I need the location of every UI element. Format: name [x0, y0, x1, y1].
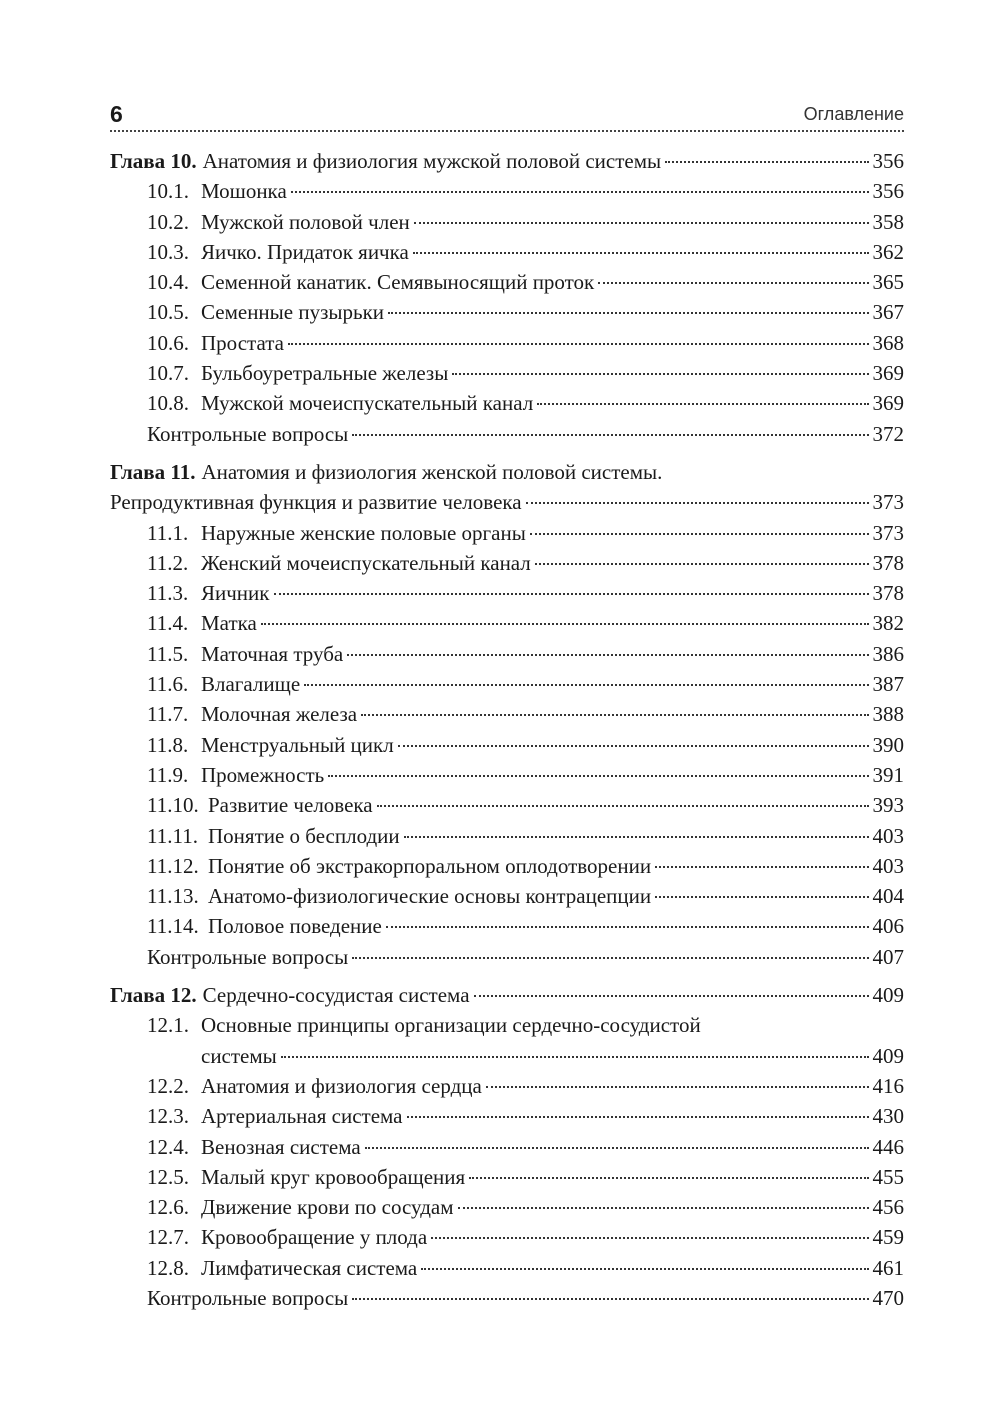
toc-chapter-10[interactable] [110, 146, 904, 176]
page-ref: 387 [872, 672, 904, 697]
page-ref: 461 [872, 1255, 904, 1280]
section-number: 12.7. [147, 1225, 189, 1250]
page-ref: 416 [872, 1073, 904, 1098]
section-title: Основные принципы организации сердечно-сосудистой [201, 1013, 701, 1038]
section-title-continued: системы [201, 1043, 277, 1068]
section-title: Мошонка [201, 179, 287, 204]
toc-item[interactable] [110, 237, 904, 267]
dot-leader [431, 1237, 868, 1239]
dot-leader [386, 926, 869, 928]
chapter-label: Глава 10. [110, 149, 197, 173]
dot-leader [365, 1147, 869, 1149]
dot-leader [526, 502, 869, 504]
page-ref: 378 [872, 581, 904, 606]
chapter-title-line1 [110, 457, 904, 487]
section-number: 12.3. [147, 1104, 189, 1129]
section-number: 12.1. [147, 1013, 189, 1038]
chapter-title: Анатомия и физиология мужской половой системы [202, 149, 662, 173]
section-title: Анатомия и физиология сердца [201, 1073, 482, 1098]
page-ref: 369 [872, 361, 904, 386]
dot-leader [413, 252, 869, 254]
toc-item[interactable] [110, 297, 904, 327]
section-number: 11.3. [147, 581, 189, 606]
table-of-contents [110, 146, 904, 1313]
toc-item[interactable] [110, 851, 904, 881]
page-ref: 388 [872, 702, 904, 727]
page-ref: 430 [872, 1104, 904, 1129]
section-title: Семенные пузырьки [201, 300, 385, 325]
section-title: Матка [201, 611, 257, 636]
dot-leader [398, 745, 869, 747]
section-title-line1 [110, 1010, 904, 1040]
section-number: 11.11. [147, 823, 198, 848]
section-title: Наружные женские половые органы [201, 520, 526, 545]
section-number: 12.5. [147, 1164, 189, 1189]
toc-item[interactable] [110, 790, 904, 820]
page-ref: 409 [872, 983, 904, 1008]
toc-item[interactable] [110, 328, 904, 358]
section-title: Артериальная система [201, 1104, 403, 1129]
toc-item[interactable] [110, 176, 904, 206]
section-number: 12.4. [147, 1134, 189, 1159]
dot-leader [665, 161, 868, 163]
toc-item[interactable] [110, 548, 904, 578]
section-title: Женский мочеиспускательный канал [201, 550, 531, 575]
section-number: 10.1. [147, 179, 189, 204]
section-title: Понятие о бесплодии [208, 823, 400, 848]
page-ref: 456 [872, 1195, 904, 1220]
page-ref: 393 [872, 793, 904, 818]
section-number: 11.5. [147, 641, 189, 666]
chapter-title: Сердечно-сосудистая система [202, 983, 470, 1008]
section-number: 11.10. [147, 793, 199, 818]
dot-leader [404, 836, 869, 838]
dot-leader [655, 866, 868, 868]
toc-item[interactable] [110, 578, 904, 608]
toc-item[interactable] [110, 388, 904, 418]
dot-leader [458, 1207, 869, 1209]
section-title: Семенной канатик. Семявыносящий проток [201, 270, 595, 295]
section-title: Половое поведение [208, 914, 382, 939]
section-number: 11.4. [147, 611, 189, 636]
section-title: Венозная система [201, 1134, 361, 1159]
section-title: Малый круг кровообращения [201, 1164, 466, 1189]
page-ref: 356 [872, 149, 904, 173]
dot-leader [304, 684, 868, 686]
chapter-title-line2 [110, 487, 904, 517]
page-ref: 459 [872, 1225, 904, 1250]
dot-leader [537, 403, 868, 405]
section-number: 11.1. [147, 520, 189, 545]
section-title: Развитие человека [208, 793, 373, 818]
section-number: 10.7. [147, 361, 189, 386]
toc-item[interactable] [110, 1132, 904, 1162]
dot-leader [361, 714, 868, 716]
dot-leader [347, 654, 868, 656]
page-ref: 446 [872, 1134, 904, 1159]
dot-leader [261, 623, 869, 625]
toc-item[interactable] [110, 911, 904, 941]
toc-item[interactable] [110, 1222, 904, 1252]
toc-item[interactable] [110, 881, 904, 911]
toc-item[interactable] [110, 267, 904, 297]
toc-item-review-questions[interactable] [110, 419, 904, 449]
section-title: Лимфатическая система [201, 1255, 418, 1280]
dot-leader [328, 775, 868, 777]
dot-leader [452, 373, 868, 375]
page-ref: 407 [872, 944, 904, 969]
section-title: Кровообращение у плода [201, 1225, 428, 1250]
toc-item[interactable] [110, 1101, 904, 1131]
dot-leader [598, 282, 868, 284]
dot-leader [281, 1056, 869, 1058]
page-number: 6 [110, 101, 123, 127]
chapter-title-continued: Репродуктивная функция и развитие человека [110, 490, 522, 515]
toc-chapter-12[interactable] [110, 980, 904, 1010]
page-ref: 382 [872, 611, 904, 636]
section-number: 10.2. [147, 209, 189, 234]
page-ref: 455 [872, 1164, 904, 1189]
dot-leader [655, 896, 868, 898]
dot-leader [407, 1116, 869, 1118]
page-ref: 368 [872, 330, 904, 355]
page-ref: 386 [872, 641, 904, 666]
dot-leader [274, 593, 869, 595]
section-number: 11.7. [147, 702, 189, 727]
toc-item[interactable] [110, 518, 904, 548]
toc-item-review-questions[interactable] [110, 942, 904, 972]
section-number: 11.2. [147, 550, 189, 575]
section-number: 12.8. [147, 1255, 189, 1280]
section-title: Бульбоуретральные железы [201, 361, 449, 386]
chapter-label: Глава 11. [110, 459, 196, 484]
section-title: Мужской мочеиспускательный канал [201, 391, 534, 416]
dot-leader [421, 1268, 868, 1270]
toc-item[interactable] [110, 760, 904, 790]
section-title: Контрольные вопросы [147, 1285, 349, 1310]
toc-item[interactable] [110, 608, 904, 638]
page-ref: 470 [872, 1285, 904, 1310]
page-ref: 372 [872, 421, 904, 446]
page-ref: 403 [872, 853, 904, 878]
page-ref: 378 [872, 550, 904, 575]
page-ref: 391 [872, 762, 904, 787]
section-title: Анатомо-физиологические основы контрацепции [208, 884, 652, 909]
toc-item[interactable] [110, 1010, 904, 1071]
dot-leader [288, 343, 869, 345]
toc-item[interactable] [110, 1071, 904, 1101]
section-title: Простата [201, 330, 284, 355]
section-number: 11.9. [147, 762, 189, 787]
page-ref: 406 [872, 914, 904, 939]
section-number: 11.13. [147, 884, 199, 909]
section-title: Мужской половой член [201, 209, 410, 234]
section-title: Контрольные вопросы [147, 944, 349, 969]
dot-leader [291, 191, 869, 193]
toc-chapter-11[interactable] [110, 457, 904, 518]
section-title: Влагалище [201, 672, 301, 697]
section-title: Маточная труба [201, 641, 344, 666]
toc-item[interactable] [110, 639, 904, 669]
page-ref: 369 [872, 391, 904, 416]
page-ref: 362 [872, 239, 904, 264]
page-ref: 367 [872, 300, 904, 325]
section-number: 11.8. [147, 732, 189, 757]
dot-leader [469, 1177, 868, 1179]
dot-leader [474, 995, 869, 997]
toc-item-review-questions[interactable] [110, 1283, 904, 1313]
section-number: 11.6. [147, 672, 189, 697]
section-number: 11.12. [147, 853, 199, 878]
header-divider [110, 130, 904, 132]
chapter-title: Анатомия и физиология женской половой системы. [201, 459, 663, 484]
dot-leader [377, 805, 869, 807]
dot-leader [352, 1298, 868, 1300]
page-ref: 358 [872, 209, 904, 234]
toc-item[interactable] [110, 1192, 904, 1222]
toc-item[interactable] [110, 207, 904, 237]
section-title: Молочная железа [201, 702, 358, 727]
page-ref: 403 [872, 823, 904, 848]
section-title: Контрольные вопросы [147, 421, 349, 446]
page-ref: 404 [872, 884, 904, 909]
section-number: 10.3. [147, 239, 189, 264]
toc-item[interactable] [110, 730, 904, 760]
page-ref: 390 [872, 732, 904, 757]
section-title-line2 [110, 1041, 904, 1071]
toc-item[interactable] [110, 699, 904, 729]
dot-leader [530, 533, 869, 535]
section-number: 10.5. [147, 300, 189, 325]
section-title: Понятие об экстракорпоральном оплодотворении [208, 853, 652, 878]
section-number: 10.8. [147, 391, 189, 416]
page-header [110, 100, 904, 130]
section-title: Менструальный цикл [201, 732, 394, 757]
section-title: Яичко. Придаток яичка [201, 239, 409, 264]
dot-leader [388, 312, 868, 314]
section-number: 10.4. [147, 270, 189, 295]
page-ref: 409 [872, 1043, 904, 1068]
section-number: 10.6. [147, 330, 189, 355]
dot-leader [352, 957, 868, 959]
dot-leader [414, 222, 869, 224]
dot-leader [535, 563, 869, 565]
section-title: Движение крови по сосудам [201, 1195, 454, 1220]
section-number: 12.6. [147, 1195, 189, 1220]
page-ref: 365 [872, 270, 904, 295]
dot-leader [486, 1086, 869, 1088]
page-ref: 373 [872, 490, 904, 515]
toc-item[interactable] [110, 821, 904, 851]
section-title: Промежность [201, 762, 325, 787]
toc-item[interactable] [110, 669, 904, 699]
section-number: 12.2. [147, 1073, 189, 1098]
section-number: 11.14. [147, 914, 199, 939]
toc-item[interactable] [110, 1162, 904, 1192]
page-ref: 356 [872, 179, 904, 204]
page-ref: 373 [872, 520, 904, 545]
chapter-label: Глава 12. [110, 983, 197, 1008]
running-title: Оглавление [803, 104, 904, 124]
dot-leader [352, 434, 868, 436]
toc-item[interactable] [110, 1253, 904, 1283]
toc-item[interactable] [110, 358, 904, 388]
section-title: Яичник [201, 581, 270, 606]
